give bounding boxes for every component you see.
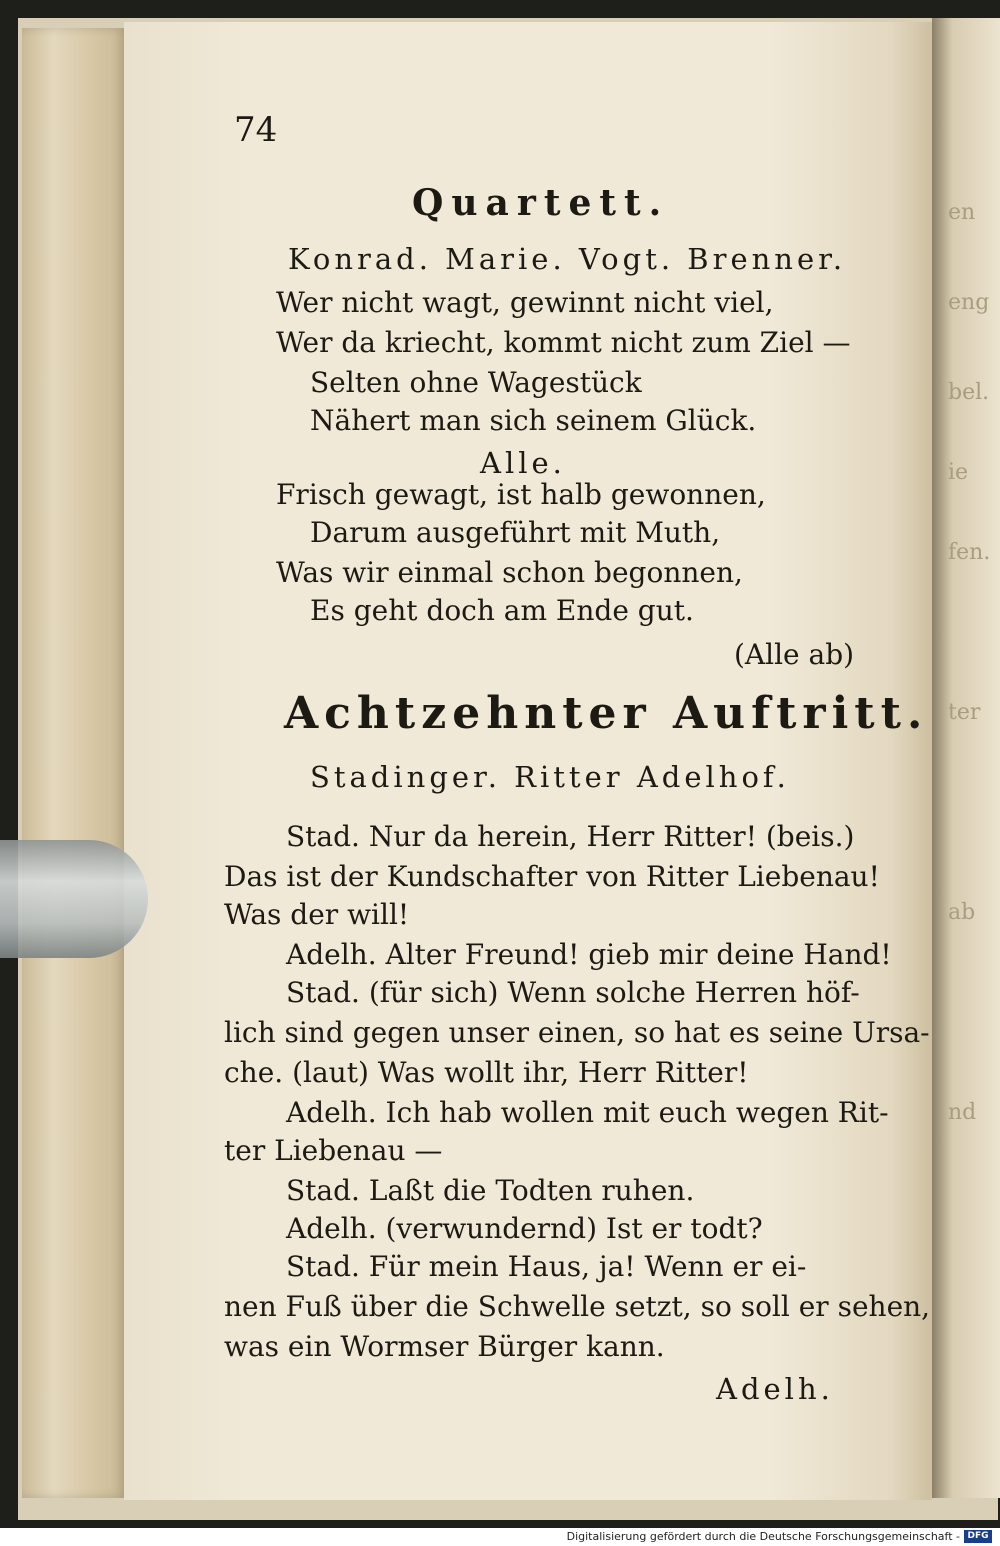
verse-line: Darum ausgeführt mit Muth, — [310, 516, 721, 549]
facing-page-fragment: ter — [948, 700, 981, 725]
verse-line: Nähert man sich seinem Glück. — [310, 404, 757, 437]
verse-line: Wer nicht wagt, gewinnt nicht viel, — [276, 286, 774, 319]
dialogue-line: was ein Wormser Bürger kann. — [224, 1330, 665, 1363]
dialogue-line: Das ist der Kundschafter von Ritter Liebenau! — [224, 860, 880, 893]
dialogue-line: nen Fuß über die Schwelle setzt, so soll er sehen, — [224, 1290, 931, 1323]
scanner-thumb-holder — [0, 840, 148, 958]
dialogue-line: Stad. Nur da herein, Herr Ritter! (beis.) — [286, 820, 855, 853]
verse-line: Selten ohne Wagestück — [310, 366, 642, 399]
facing-page-fragment: bel. — [948, 380, 990, 405]
scene-cast: Stadinger. Ritter Adelhof. — [310, 760, 790, 794]
dialogue-line: che. (laut) Was wollt ihr, Herr Ritter! — [224, 1056, 749, 1089]
dialogue-line: Stad. Laßt die Todten ruhen. — [286, 1174, 695, 1207]
verse-line: Wer da kriecht, kommt nicht zum Ziel — — [276, 326, 851, 359]
dialogue-line: Adelh. (verwundernd) Ist er todt? — [286, 1212, 763, 1245]
dialogue-line: lich sind gegen unser einen, so hat es seine Ursa- — [224, 1016, 930, 1049]
stage-direction: (Alle ab) — [734, 638, 855, 671]
dialogue-line: ter Liebenau — — [224, 1134, 443, 1167]
dialogue-line: Adelh. Alter Freund! gieb mir deine Hand! — [286, 938, 892, 971]
dialogue-line: Was der will! — [224, 898, 410, 931]
chorus-label: Alle. — [480, 446, 566, 480]
footer-credit: Digitalisierung gefördert durch die Deutsche Forschungsgemeinschaft - — [566, 1530, 960, 1543]
scene-title: Achtzehnter Auftritt. — [284, 688, 929, 739]
section-title: Quartett. — [412, 182, 670, 224]
facing-page-fragment: fen. — [948, 540, 991, 565]
facing-page-fragment: nd — [948, 1100, 977, 1125]
facing-page-fragment: ab — [948, 900, 976, 925]
verse-line: Es geht doch am Ende gut. — [310, 594, 694, 627]
dialogue-line: Adelh. Ich hab wollen mit euch wegen Rit- — [286, 1096, 889, 1129]
catchword: Adelh. — [716, 1372, 834, 1406]
verse-line: Was wir einmal schon begonnen, — [276, 556, 743, 589]
dialogue-line: Stad. Für mein Haus, ja! Wenn er ei- — [286, 1250, 807, 1283]
page-number: 74 — [234, 110, 278, 150]
speaker-list: Konrad. Marie. Vogt. Brenner. — [288, 242, 847, 276]
facing-page-fragment: eng — [948, 290, 990, 315]
dfg-logo: DFG — [964, 1530, 992, 1543]
verse-line: Frisch gewagt, ist halb gewonnen, — [276, 478, 766, 511]
page-edges — [22, 28, 127, 1498]
facing-page-fragment: ie — [948, 460, 969, 485]
facing-page-fragment: en — [948, 200, 976, 225]
facing-page-edge — [932, 18, 1000, 1498]
dialogue-line: Stad. (für sich) Wenn solche Herren höf- — [286, 976, 860, 1009]
